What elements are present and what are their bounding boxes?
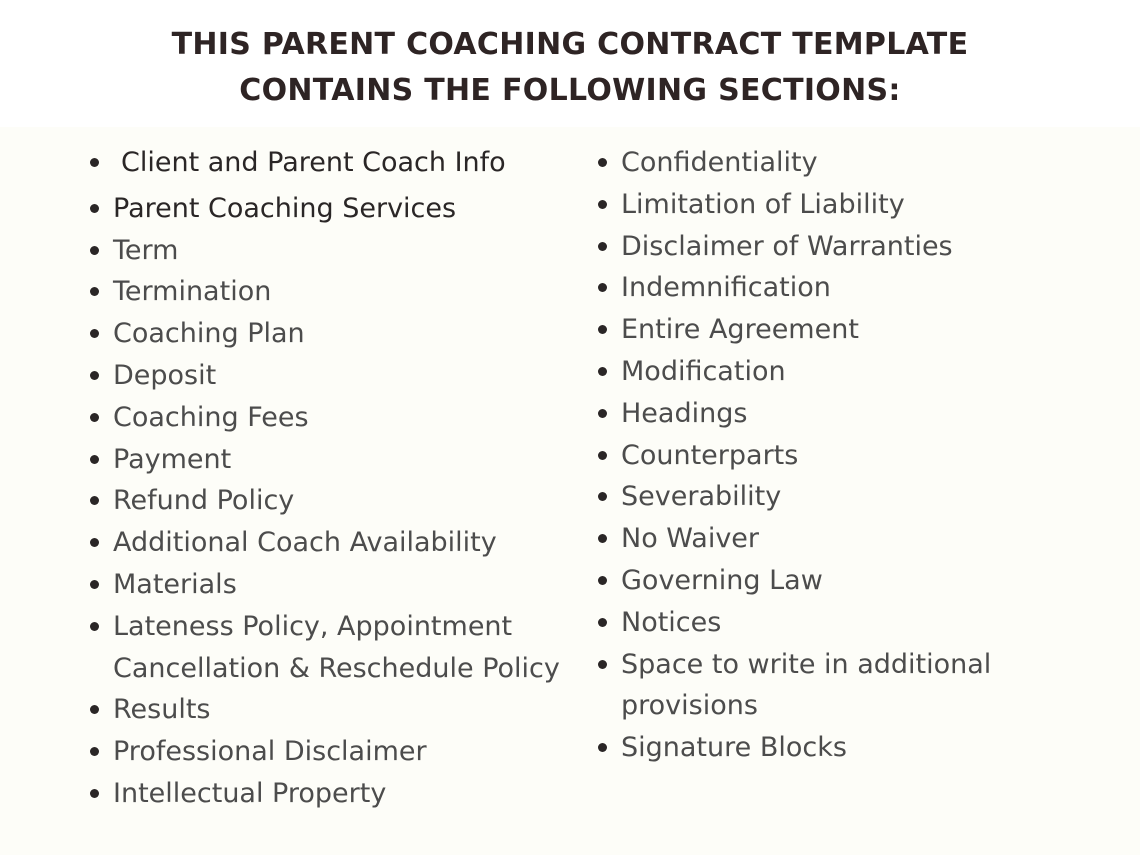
list-item-label: Coaching Plan [113,318,305,350]
list-item [88,773,578,815]
sections-list-right [596,142,1106,769]
list-item-label: Indemnification [621,272,831,304]
list-item [88,142,578,184]
bullet-icon [90,705,99,714]
list-item [596,476,1106,518]
bullet-icon [90,538,99,547]
bullet-icon [598,325,607,334]
bullet-icon [90,287,99,296]
list-item-label: Materials [113,568,237,600]
list-item [596,142,1106,184]
bullet-icon [598,242,607,251]
list-item-label: Intellectual Property [113,777,387,809]
bullet-icon [598,576,607,585]
list-item-label: Counterparts [621,439,799,471]
bullet-icon [90,747,99,756]
list-item [88,606,578,648]
list-item-label: Severability [621,481,782,513]
bullet-icon [90,158,99,167]
list-item [88,188,578,230]
list-item [596,309,1106,351]
list-item-label: Client and Parent Coach Info [121,147,506,178]
list-item [596,393,1106,435]
list-item [596,727,1106,769]
bullet-icon [90,246,99,255]
list-item-label: Term [113,234,179,266]
bullet-icon [90,329,99,338]
bullet-icon [598,158,607,167]
bullet-icon [598,409,607,418]
list-item [596,518,1106,560]
bullet-icon [90,622,99,631]
list-item-continuation [596,685,1106,727]
list-item-label: Signature Blocks [621,732,847,764]
bullet-icon [90,580,99,589]
list-item-label: Disclaimer of Warranties [621,230,953,262]
list-item [596,184,1106,226]
list-item-label: provisions [621,690,758,722]
bullet-icon [598,367,607,376]
bullet-icon [598,743,607,752]
list-item-label: Governing Law [621,564,823,596]
list-item [88,564,578,606]
list-item [596,560,1106,602]
bullet-icon [598,200,607,209]
list-item [88,439,578,481]
list-item [88,689,578,731]
list-item-continuation [88,648,578,690]
list-item-label: Cancellation & Reschedule Policy [113,652,560,684]
list-item-label: Headings [621,397,748,429]
bullet-icon [598,451,607,460]
list-item [596,351,1106,393]
bullet-icon [90,204,99,213]
list-item-label: Space to write in additional [621,648,992,680]
bullet-icon [90,496,99,505]
list-item-label: Professional Disclaimer [113,736,427,768]
list-item-label: Termination [113,276,272,308]
bullet-icon [90,455,99,464]
list-item-label: Confidentiality [621,147,818,178]
title-line-2: CONTAINS THE FOLLOWING SECTIONS: [239,73,901,108]
list-item [88,313,578,355]
list-item [596,435,1106,477]
list-item-label: Modification [621,355,786,387]
list-item-label: Coaching Fees [113,401,309,433]
bullet-icon [598,283,607,292]
bullet-icon [598,534,607,543]
list-item [88,522,578,564]
list-item-label: Lateness Policy, Appointment [113,610,513,642]
header [0,0,1140,127]
list-item-label: Notices [621,606,722,638]
list-item-label: Results [113,694,211,726]
bullet-icon [598,660,607,669]
list-item-label: Deposit [113,359,217,391]
list-item [88,355,578,397]
list-item [88,397,578,439]
list-item [88,271,578,313]
bullet-icon [90,789,99,798]
list-item [596,226,1106,268]
list-item [88,480,578,522]
list-item-label: No Waiver [621,523,760,555]
list-item-label: Additional Coach Availability [113,527,497,559]
bullet-icon [90,413,99,422]
bullet-icon [598,618,607,627]
list-item-label: Refund Policy [113,485,295,517]
list-item [596,644,1106,686]
list-item-label: Parent Coaching Services [113,192,457,224]
bullet-icon [90,371,99,380]
list-item-label: Payment [113,443,232,475]
sections-list-left [88,142,578,815]
list-item-label: Limitation of Liability [621,188,905,220]
title-line-1: THIS PARENT COACHING CONTRACT TEMPLATE [171,27,969,62]
list-item [88,230,578,272]
list-item [596,267,1106,309]
list-item [596,602,1106,644]
list-item-label: Entire Agreement [621,314,859,346]
bullet-icon [598,492,607,501]
list-item [88,731,578,773]
